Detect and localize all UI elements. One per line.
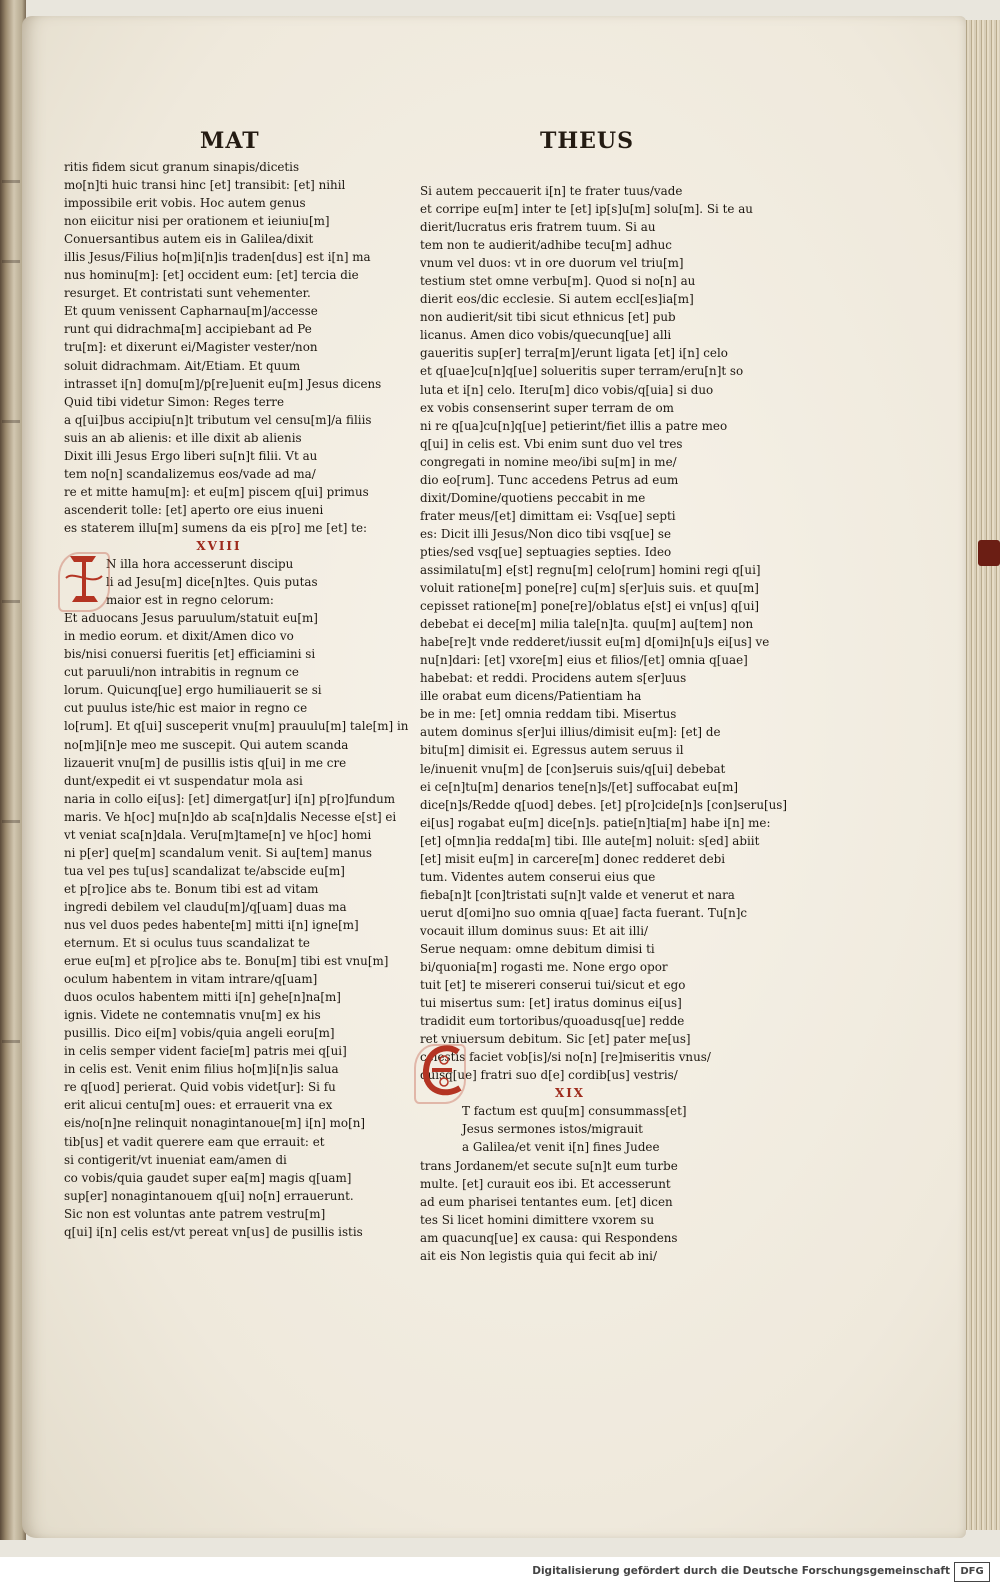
text-line: tem no[n] scandalizemus eos/vade ad ma/ (64, 466, 316, 481)
text-line: ad eum pharisei tentantes eum. [et] dicen (420, 1194, 673, 1209)
text-line: a Galilea/et venit i[n] fines Judee (462, 1140, 660, 1155)
text-line: dierit eos/dic ecclesie. Si autem eccl[es]ia[m] (420, 292, 694, 307)
text-line: be in me: [et] omnia reddam tibi. Misertus (420, 707, 677, 722)
text-line: non eiicitur nisi per orationem et ieiuniu[m] (64, 214, 330, 229)
text-line: et p[ro]ice abs te. Bonum tibi est ad vitam (64, 881, 319, 896)
text-line: eternum. Et si oculus tuus scandalizat te (64, 936, 310, 951)
text-line: in celis semper vident facie[m] patris mei q[ui] (64, 1044, 347, 1059)
text-line: non audierit/sit tibi sicut ethnicus [et] pub (420, 310, 676, 325)
text-line: in medio eorum. et dixit/Amen dico vo (64, 629, 294, 644)
text-line: vocauit illum dominus suus: Et ait illi/ (420, 923, 649, 938)
text-line: q[ui] in celis est. Vbi enim sunt duo vel tres (420, 436, 683, 451)
text-line: luta et i[n] celo. Iteru[m] dico vobis/q[uia] si duo (420, 382, 714, 397)
text-line: celestis faciet vob[is]/si no[n] [re]miseritis vnus/ (420, 1050, 711, 1065)
text-line: maris. Ve h[oc] mu[n]do ab sca[n]dalis Necesse e[st] ei (64, 809, 397, 824)
text-line: tui misertus sum: [et] iratus dominus ei[us] (420, 996, 682, 1011)
text-line: in celis est. Venit enim filius ho[m]i[n]is salua (64, 1062, 339, 1077)
text-line: uerut d[omi]no suo omnia q[uae] facta fuerant. Tu[n]c (420, 905, 748, 920)
text-line: [et] misit eu[m] in carcere[m] donec redderet debi (420, 851, 726, 866)
text-line: re et mitte hamu[m]: et eu[m] piscem q[ui] primus (64, 484, 369, 499)
text-line: Et quum venissent Capharnau[m]/accesse (64, 304, 318, 319)
text-line: oculum habentem in vitam intrare/q[uam] (64, 972, 318, 987)
text-line: fieba[n]t [con]tristati su[n]t valde et venerut et nara (420, 887, 735, 902)
text-line: et q[uae]cu[n]q[ue] solueritis super terram/eru[n]t so (420, 364, 744, 379)
running-head-right: THEUS (540, 128, 634, 154)
text-line: gaueritis sup[er] terra[m]/erunt ligata [et] i[n] celo (420, 346, 728, 361)
text-line: intrasset i[n] domu[m]/p[re]uenit eu[m] Jesus dicens (64, 376, 382, 391)
text-line: cut paruuli/non intrabitis in regnum ce (64, 665, 299, 680)
text-line: mo[n]ti huic transi hinc [et] transibit: [et] nihil (64, 178, 346, 193)
left-column-bottom-text (64, 609, 409, 1241)
text-line: tru[m]: et dixerunt ei/Magister vester/non (64, 340, 318, 355)
text-line: le/inuenit vnu[m] de [con]seruis suis/q[ui] debebat (420, 761, 726, 776)
text-line: bitu[m] dimisit ei. Egressus autem seruus il (420, 743, 684, 758)
text-line: a q[ui]bus accipiu[n]t tributum vel censu[m]/a filiis (64, 412, 372, 427)
text-line: si contigerit/vt inueniat eam/amen di (64, 1152, 287, 1167)
right-chapter-opening (420, 1102, 720, 1156)
text-line: lo[rum]. Et q[ui] susceperit vnu[m] prauulu[m] tale[m] in (64, 719, 409, 734)
text-line: maior est in regno celorum: (106, 593, 274, 608)
text-line: Et aduocans Jesus paruulum/statuit eu[m] (64, 611, 318, 626)
left-text-column (64, 158, 409, 1239)
bookmark-ribbon (978, 540, 1000, 566)
text-line: es: Dicit illi Jesus/Non dico tibi vsq[ue] se (420, 526, 672, 541)
text-line: T factum est quu[m] consummass[et] (462, 1104, 687, 1119)
text-line: cepisset ratione[m] pone[re]/oblatus e[st] ei vn[us] q[ui] (420, 599, 760, 614)
funding-credit: Digitalisierung gefördert durch die Deutsche Forschungsgemeinschaft (532, 1565, 950, 1577)
right-column-top-text (420, 182, 788, 1084)
text-line: duos oculos habentem mitti i[n] gehe[n]na[m] (64, 990, 341, 1005)
text-line: trans Jordanem/et secute su[n]t eum turbe (420, 1158, 678, 1173)
text-line: ex vobis consenserint super terram de om (420, 400, 674, 415)
left-column-top-text (64, 158, 382, 537)
text-line: impossibile erit vobis. Hoc autem genus (64, 196, 306, 211)
illuminated-initial-e (418, 1042, 468, 1109)
text-line: bi/quonia[m] rogasti me. None ergo opor (420, 960, 668, 975)
text-line: testium stet omne verbu[m]. Quod si no[n] au (420, 274, 696, 289)
text-line: ingredi debilem vel claudu[m]/q[uam] duas ma (64, 899, 347, 914)
text-line: tradidit eum tortoribus/quoadusq[ue] redde (420, 1014, 685, 1029)
text-line: Jesus sermones istos/migrauit (462, 1122, 643, 1137)
text-line: ille orabat eum dicens/Patientiam ha (420, 689, 642, 704)
text-line: tes Si licet homini dimittere vxorem su (420, 1212, 655, 1227)
text-line: ritis fidem sicut granum sinapis/dicetis (64, 160, 300, 174)
text-line: dunt/expedit ei vt suspendatur mola asi (64, 773, 303, 788)
text-line: tuit [et] te misereri conserui tui/sicut et ego (420, 978, 686, 993)
text-line: Si autem peccauerit i[n] te frater tuus/vade (420, 184, 683, 198)
text-line: q[ui] i[n] celis est/vt pereat vn[us] de pusillis istis (64, 1224, 363, 1239)
text-line: li ad Jesu[m] dice[n]tes. Quis putas (106, 575, 318, 590)
text-line: N illa hora accesserunt discipu (106, 557, 294, 572)
text-line: soluit didrachmam. Ait/Etiam. Et quum (64, 358, 301, 373)
text-line: dice[n]s/Redde q[uod] debes. [et] p[ro]cide[n]s [con]seru[us] (420, 797, 788, 812)
illuminated-initial-i (62, 550, 106, 617)
text-line: no[m]i[n]e meo me suscepit. Qui autem scanda (64, 737, 349, 752)
text-line: Conuersantibus autem eis in Galilea/dixit (64, 232, 314, 247)
text-line: Sic non est voluntas ante patrem vestru[m] (64, 1206, 326, 1221)
text-line: Quid tibi videtur Simon: Reges terre (64, 394, 285, 409)
text-line: ait eis Non legistis quia qui fecit ab ini/ (420, 1248, 657, 1263)
text-line: co vobis/quia gaudet super ea[m] magis q[uam] (64, 1170, 352, 1185)
text-line: frater meus/[et] dimittam ei: Vsq[ue] septi (420, 508, 676, 523)
text-line: runt qui didrachma[m] accipiebant ad Pe (64, 322, 312, 337)
text-line: tua vel pes tu[us] scandalizat te/abscide eu[m] (64, 863, 345, 878)
text-line: lizauerit vnu[m] de pusillis istis q[ui] in me cre (64, 755, 347, 770)
text-line: habe[re]t vnde redderet/iussit eu[m] d[omi]n[u]s ei[us] ve (420, 635, 770, 650)
left-chapter-opening (64, 555, 374, 609)
text-line: erue eu[m] et p[ro]ice abs te. Bonu[m] tibi est vnu[m] (64, 954, 389, 969)
text-line: tum. Videntes autem conserui eius que (420, 869, 656, 884)
text-line: bis/nisi conuersi fueritis [et] efficiamini si (64, 647, 316, 662)
text-line: illis Jesus/Filius ho[m]i[n]is traden[dus] est i[n] ma (64, 250, 371, 265)
text-line: [et] o[mn]ia redda[m] tibi. Ille aute[m] noluit: s[ed] abiit (420, 833, 760, 848)
text-line: nu[n]dari: [et] vxore[m] eius et filios/[et] omnia q[uae] (420, 653, 748, 668)
text-line: dixit/Domine/quotiens peccabit in me (420, 490, 646, 505)
text-line: assimilatu[m] e[st] regnu[m] celo[rum] homini regi q[ui] (420, 562, 761, 577)
text-line: Dixit illi Jesus Ergo liberi su[n]t filii. Vt au (64, 448, 318, 463)
text-line: am quacunq[ue] ex causa: qui Respondens (420, 1230, 678, 1245)
text-line: dierit/lucratus eris fratrem tuum. Si au (420, 220, 656, 235)
text-line: nus hominu[m]: [et] occident eum: [et] tercia die (64, 268, 359, 283)
text-line: dio eo[rum]. Tunc accedens Petrus ad eum (420, 472, 679, 487)
text-line: et corripe eu[m] inter te [et] ip[s]u[m] solu[m]. Si te au (420, 202, 753, 217)
text-line: tib[us] et vadit querere eam que errauit: et (64, 1134, 325, 1149)
text-line: quisq[ue] fratri suo d[e] cordib[us] vestris/ (420, 1068, 678, 1083)
text-line: voluit ratione[m] pone[re] cu[m] s[er]uis suis. et quu[m] (420, 581, 759, 596)
text-line: debebat ei dece[m] milia tale[n]ta. quu[m] au[tem] non (420, 617, 754, 632)
text-line: vnum vel duos: vt in ore duorum vel triu[m] (420, 256, 684, 271)
text-line: sup[er] nonagintanouem q[ui] no[n] errauerunt. (64, 1188, 354, 1203)
text-line: pties/sed vsq[ue] septuagies septies. Ideo (420, 544, 672, 559)
text-line: habebat: et reddi. Procidens autem s[er]uus (420, 671, 687, 686)
text-line: ei[us] rogabat eu[m] dice[n]s. patie[n]tia[m] habe i[n] me: (420, 815, 771, 830)
text-line: ni p[er] que[m] scandalum venit. Si au[tem] manus (64, 845, 372, 860)
chapter-number-18: XVIII (196, 538, 242, 553)
chapter-number-19: XIX (554, 1086, 585, 1101)
text-line: eis/no[n]ne relinquit nonagintanoue[m] i[n] mo[n] (64, 1116, 366, 1131)
text-line: erit alicui centu[m] oues: et errauerit vna ex (64, 1098, 333, 1113)
text-line: re q[uod] perierat. Quid vobis videt[ur]: Si fu (64, 1080, 336, 1095)
text-line: suis an ab alienis: et ille dixit ab alienis (64, 430, 302, 445)
dfg-logo: DFG (954, 1562, 990, 1582)
text-line: es staterem illu[m] sumens da eis p[ro] me [et] te: (64, 520, 367, 535)
text-line: cut puulus iste/hic est maior in regno ce (64, 701, 308, 716)
text-line: autem dominus s[er]ui illius/dimisit eu[m]: [et] de (420, 725, 721, 740)
text-line: multe. [et] curauit eos ibi. Et accesserunt (420, 1176, 671, 1191)
text-line: naria in collo ei[us]: [et] dimergat[ur] i[n] p[ro]fundum (64, 791, 396, 806)
text-line: lorum. Quicunq[ue] ergo humiliauerit se si (64, 683, 322, 698)
text-line: ignis. Videte ne contemnatis vnu[m] ex his (64, 1008, 321, 1023)
text-line: nus vel duos pedes habente[m] mitti i[n] igne[m] (64, 917, 359, 932)
text-line: Serue nequam: omne debitum dimisi ti (420, 941, 655, 956)
running-head-left: MAT (200, 128, 260, 154)
text-line: licanus. Amen dico vobis/quecunq[ue] alli (420, 328, 672, 343)
text-line: resurget. Et contristati sunt vehementer. (64, 286, 311, 301)
text-line: ascenderit tolle: [et] aperto ore eius inueni (64, 502, 324, 517)
text-line: tem non te audierit/adhibe tecu[m] adhuc (420, 238, 672, 253)
text-line: ei ce[n]tu[m] denarios tene[n]s/[et] suffocabat eu[m] (420, 779, 738, 794)
text-line: vt veniat sca[n]dala. Veru[m]tame[n] ve h[oc] homi (64, 827, 372, 842)
text-line: pusillis. Dico ei[m] vobis/quia angeli eoru[m] (64, 1026, 335, 1041)
right-column-bottom-text (420, 1157, 720, 1265)
text-line: congregati in nomine meo/ibi su[m] in me/ (420, 454, 677, 469)
text-line: ret vniuersum debitum. Sic [et] pater me[us] (420, 1032, 691, 1047)
text-line: ni re q[ua]cu[n]q[ue] petierint/fiet illis a patre meo (420, 418, 728, 433)
